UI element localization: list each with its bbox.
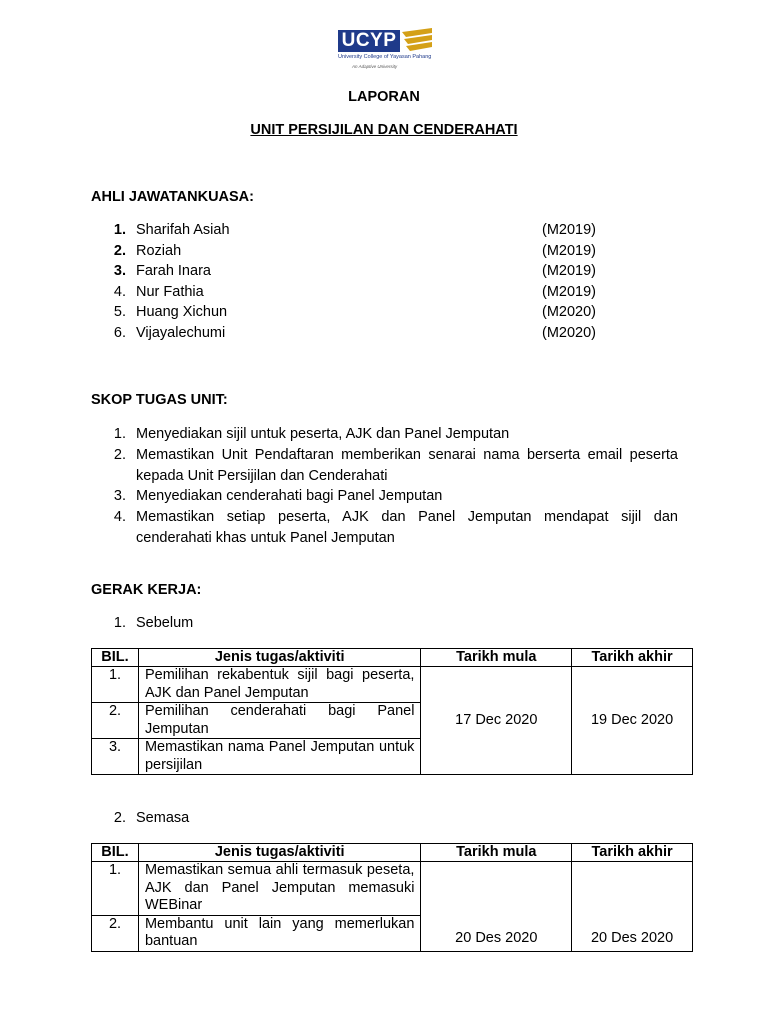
scope-heading: SKOP TUGAS UNIT:: [91, 392, 228, 408]
member-year: (M2019): [542, 284, 596, 300]
unit-title: [0, 122, 768, 138]
row-task: Memastikan nama Panel Jemputan untuk persijilan: [138, 739, 420, 775]
phase-during-label: [110, 810, 189, 826]
member-name: Nur Fathia: [136, 284, 204, 300]
member-number: 2.: [113, 243, 126, 259]
row-task: Membantu unit lain yang memerlukan bantuan: [138, 915, 420, 951]
member-year: (M2019): [542, 222, 596, 238]
scope-item: [110, 424, 678, 445]
member-row: [110, 243, 610, 263]
scope-item-number: 1.: [113, 426, 126, 442]
end-date: 20 Des 2020: [572, 862, 693, 952]
col-bil-header: BIL.: [92, 844, 139, 862]
scope-item: [110, 507, 678, 548]
member-number: 6.: [113, 325, 126, 341]
member-year: (M2019): [542, 243, 596, 259]
member-row: [110, 325, 610, 345]
col-end-header: Tarikh akhir: [572, 649, 693, 667]
member-number: 5.: [113, 304, 126, 320]
start-date: 17 Dec 2020: [421, 667, 572, 775]
before-task-table: [91, 648, 693, 775]
table-row: [92, 667, 693, 703]
row-bil: 2.: [92, 703, 139, 739]
member-number: 4.: [113, 284, 126, 300]
row-bil: 3.: [92, 739, 139, 775]
table-header-row: [92, 649, 693, 667]
during-task-table: [91, 843, 693, 952]
scope-item-text: Menyediakan sijil untuk peserta, AJK dan Panel Jemputan: [136, 426, 510, 442]
phase-number: 1.: [113, 615, 126, 631]
phase-number: 2.: [113, 810, 126, 826]
scope-item: [110, 445, 678, 486]
row-task: Pemilihan cenderahati bagi Panel Jemputan: [138, 703, 420, 739]
committee-heading: AHLI JAWATANKUASA:: [91, 189, 254, 205]
scope-item-text: Memastikan setiap peserta, AJK dan Panel Jemputan mendapat sijil dan cenderahati khas untuk Panel Jemputan: [136, 509, 678, 546]
member-year: (M2020): [542, 304, 596, 320]
member-name: Sharifah Asiah: [136, 222, 230, 238]
member-row: [110, 284, 610, 304]
row-task: Memastikan semua ahli termasuk peseta, AJK dan Panel Jemputan memasuki WEBinar: [138, 862, 420, 916]
scope-item-number: 2.: [113, 447, 126, 463]
row-bil: 2.: [92, 915, 139, 951]
phase-label: Semasa: [136, 810, 190, 826]
scope-item-number: 4.: [113, 509, 126, 525]
ucyp-logo: [338, 26, 434, 76]
row-task: Pemilihan rekabentuk sijil bagi peserta, AJK dan Panel Jemputan: [138, 667, 420, 703]
member-year: (M2019): [542, 263, 596, 279]
col-start-header: Tarikh mula: [421, 844, 572, 862]
member-row: [110, 304, 610, 324]
col-task-header: Jenis tugas/aktiviti: [138, 649, 420, 667]
table-header-row: [92, 844, 693, 862]
logo-wordmark: UCYP: [338, 30, 400, 52]
col-bil-header: BIL.: [92, 649, 139, 667]
phase-label: Sebelum: [136, 615, 194, 631]
logo-tagline: An Adaptive University: [352, 64, 398, 69]
member-row: [110, 263, 610, 283]
workflow-heading: GERAK KERJA:: [91, 582, 202, 598]
report-title: LAPORAN: [348, 89, 420, 105]
member-name: Farah Inara: [136, 263, 211, 279]
unit-title-text: UNIT PERSIJILAN DAN CENDERAHATI: [250, 122, 518, 138]
member-row: [110, 222, 610, 242]
member-name: Roziah: [136, 243, 182, 259]
member-name: Vijayalechumi: [136, 325, 226, 341]
member-name: Huang Xichun: [136, 304, 228, 320]
start-date: 20 Des 2020: [421, 862, 572, 952]
row-bil: 1.: [92, 667, 139, 703]
row-bil: 1.: [92, 862, 139, 916]
member-year: (M2020): [542, 325, 596, 341]
col-task-header: Jenis tugas/aktiviti: [138, 844, 420, 862]
scope-item-text: Memastikan Unit Pendaftaran memberikan senarai nama berserta email peserta kepada Unit Persijilan dan Cenderahati: [136, 447, 678, 484]
member-number: 1.: [113, 222, 126, 238]
col-start-header: Tarikh mula: [421, 649, 572, 667]
scope-item-text: Menyediakan cenderahati bagi Panel Jemputan: [136, 488, 443, 504]
scope-item-number: 3.: [113, 488, 126, 504]
logo-wing-icon: [402, 28, 432, 54]
col-end-header: Tarikh akhir: [572, 844, 693, 862]
phase-before-label: [110, 615, 193, 631]
table-row: [92, 862, 693, 916]
member-number: 3.: [113, 263, 126, 279]
end-date: 19 Dec 2020: [572, 667, 693, 775]
logo-subtitle: University College of Yayasan Pahang: [338, 54, 432, 60]
scope-item: [110, 486, 678, 507]
